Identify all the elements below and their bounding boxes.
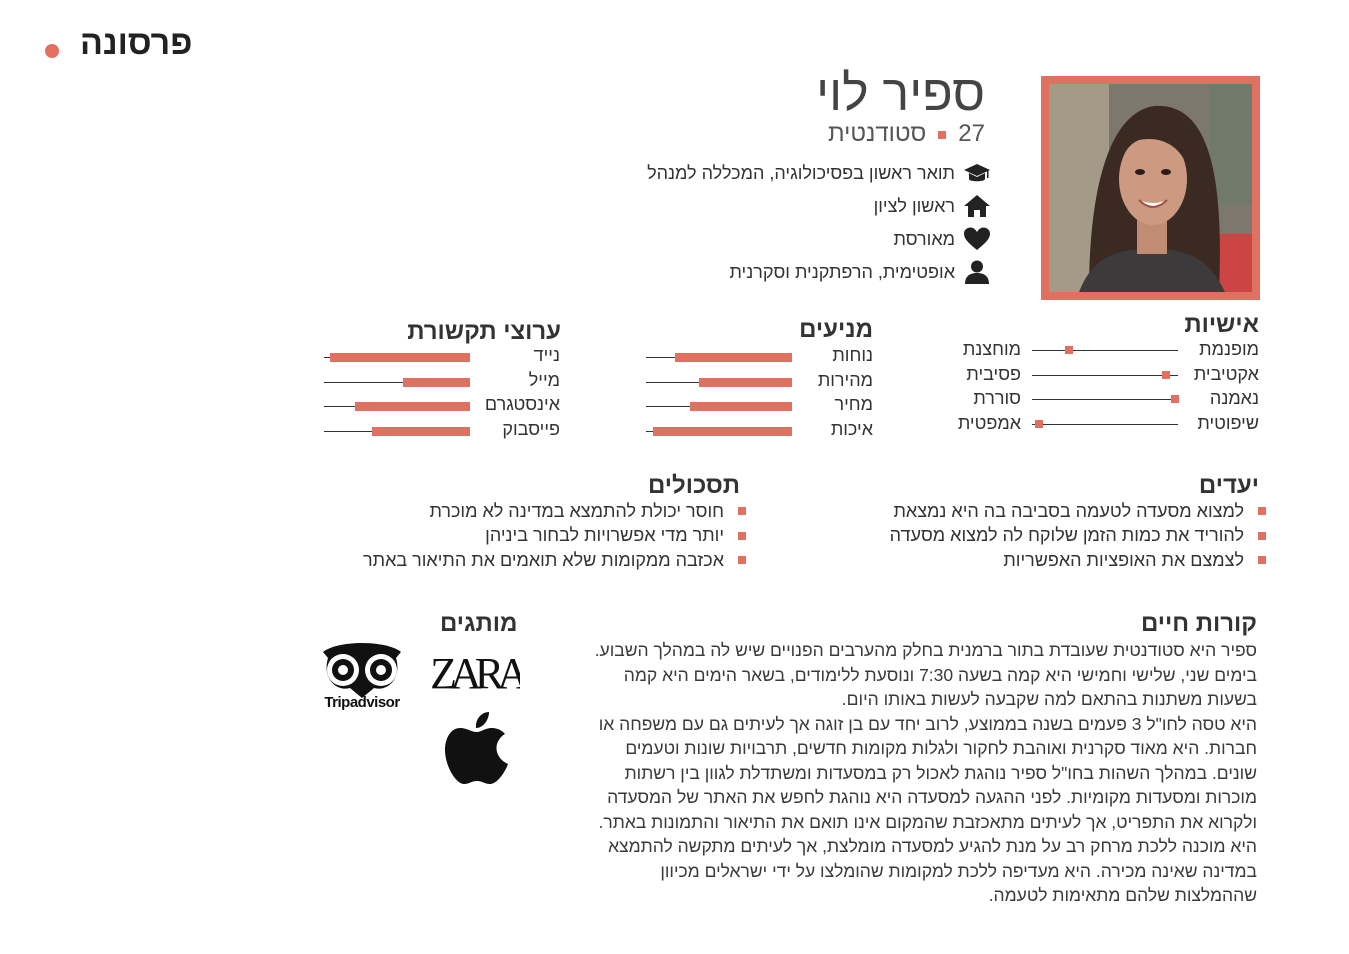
channels-bar-label: נייד [533, 345, 560, 365]
info-education-text: תואר ראשון בפסיכולוגיה, המכללה למנהל [647, 162, 955, 183]
bullet-icon [738, 556, 746, 564]
trait-scale-line [1032, 399, 1178, 400]
brands-heading: מותגים [440, 610, 518, 637]
trait-left-label: סוררת [973, 388, 1021, 408]
bullet-icon [738, 507, 746, 515]
trait-right-label: שיפוטית [1197, 412, 1259, 433]
motivations-bar-label: מחיר [834, 394, 873, 414]
frustration-item: חוסר יכולת להתמצא במדינה לא מוכרת [363, 499, 746, 524]
info-traits [729, 257, 991, 287]
motivations-bar [690, 402, 792, 411]
motivations-bar-label: איכות [830, 418, 873, 439]
motivations-bar-label: מהירות [817, 369, 873, 390]
graduation-cap-icon [963, 160, 991, 186]
persona-occupation: סטודנטית [828, 120, 927, 147]
trait-scale-line [1032, 375, 1178, 376]
channels-bar-label: מייל [528, 369, 560, 390]
home-icon [963, 193, 991, 219]
separator-square [938, 131, 946, 139]
persona-subtitle [700, 120, 985, 148]
trait-marker [1162, 371, 1170, 379]
title-dot-icon [45, 44, 59, 58]
info-status-text: מאורסת [893, 228, 955, 249]
frustrations-list [363, 499, 746, 573]
info-education [647, 158, 991, 188]
zara-logo [432, 648, 520, 692]
tripadvisor-logo [318, 638, 406, 718]
frustration-item: אכזבה ממקומות שלא תואמים את התיאור באתר [363, 548, 746, 573]
trait-row [0, 388, 1349, 412]
apple-logo [443, 708, 511, 788]
svg-text:ZARA: ZARA [432, 649, 520, 692]
goal-item: למצוא מסעדה לטעמה בסביבה בה היא נמצאת [890, 499, 1266, 524]
frustration-item: יותר מדי אפשרויות לבחור ביניהן [363, 524, 746, 549]
motivations-heading: מניעים [799, 316, 873, 343]
trait-row [0, 364, 1349, 388]
trait-marker [1035, 420, 1043, 428]
heart-icon [963, 226, 991, 252]
info-home-text: ראשון לציון [873, 195, 955, 216]
trait-right-label: מופנמת [1199, 339, 1259, 359]
channels-bar [403, 378, 470, 387]
trait-left-label: פסיבית [966, 363, 1021, 384]
info-home [874, 191, 991, 221]
portrait-photo [1049, 84, 1252, 292]
trait-right-label: נאמנה [1209, 388, 1259, 408]
frustrations-heading: תסכולים [647, 472, 740, 499]
bullet-icon [1258, 507, 1266, 515]
bullet-icon [1258, 532, 1266, 540]
goals-heading: יעדים [1198, 472, 1259, 499]
bullet-icon [1258, 556, 1266, 564]
trait-right-label: אקטיבית [1193, 363, 1259, 384]
channels-bar [372, 427, 470, 436]
trait-left-label: אמפטית [957, 412, 1021, 433]
user-icon [963, 259, 991, 285]
channels-bar-label: פייסבוק [502, 418, 560, 439]
goal-item: לצמצם את האופציות האפשריות [890, 548, 1266, 573]
channels-bar [330, 353, 470, 362]
motivations-bar [699, 378, 792, 387]
page-title: פרסונה [80, 24, 193, 62]
info-traits-text: אופטימית, הרפתקנית וסקרנית [729, 261, 955, 282]
bio-heading: קורות חיים [1141, 610, 1257, 637]
persona-name: ספיר לוי [816, 65, 985, 121]
trait-marker [1065, 346, 1073, 354]
channels-bar [355, 402, 470, 411]
portrait-illustration [1049, 84, 1252, 292]
bio-text [580, 638, 1257, 908]
motivations-bar [675, 353, 792, 362]
trait-marker [1171, 395, 1179, 403]
info-status [894, 224, 992, 254]
channels-heading: ערוצי תקשורת [407, 318, 561, 345]
persona-age: 27 [958, 120, 985, 147]
zara-logo-mark [432, 648, 520, 692]
tripadvisor-wordmark: Tripadvisor [324, 694, 400, 711]
goals-list [890, 499, 1266, 573]
trait-scale-line [1032, 350, 1178, 351]
motivations-bar-label: נוחות [832, 345, 873, 365]
trait-left-label: מוחצנת [962, 339, 1021, 359]
trait-scale-line [1032, 424, 1178, 425]
motivations-bar [653, 427, 792, 436]
bio-paragraph: ספיר היא סטודנטית שעובדת בתור ברמנית בחלק מהערבים הפנויים שיש לה במהלך השבוע. בימים שני, שלישי וחמישי היא קמה בשעה 7:30 ונוסעת ללימודים, בשאר הימים היא קמה בשעות משתנות בהתאם למה שקבעה לעשות באותו היום. [594, 640, 1257, 709]
channels-bar-label: אינסטגרם [484, 394, 560, 414]
bullet-icon [738, 532, 746, 540]
apple-icon [443, 708, 511, 788]
goal-item: להוריד את כמות הזמן שלוקח לה למצוא מסעדה [890, 524, 1266, 549]
personality-heading: אישיות [1184, 311, 1259, 338]
bio-paragraph: היא טסה לחו"ל 3 פעמים בשנה בממוצע, לרוב יחד עם בן זוגה אך לעיתים גם עם משפחה או חברות. היא מאוד סקרנית ואוהבת לחקור ולגלות מקומות חדשים, תרבויות שונות וטעמים שונים. במהלך השהות בחו"ל ספיר נוהגת לאכול רק במסעדות ומשתדלת לגוון בין רשתות מוכרות ומסעדות מקומיות. לפני ההגעה למסעדה היא נוהגת לחפש את האתר של המסעדה ולקרוא את התפריט, אך לעיתים מתאכזבת שהמקום אינו תואם את התיאור והתמונות באתר. היא מוכנה ללכת מרחק רב על מנת להגיע למסעדה מומלצת, אך לעיתים מתקשה להתמצא במדינה שאינה מכירה. היא מעדיפה ללכת למקומות שהומלצו על ידי ישראלים מכיוון שההמלצות שלהם מתאימות לטעמה. [598, 713, 1257, 905]
